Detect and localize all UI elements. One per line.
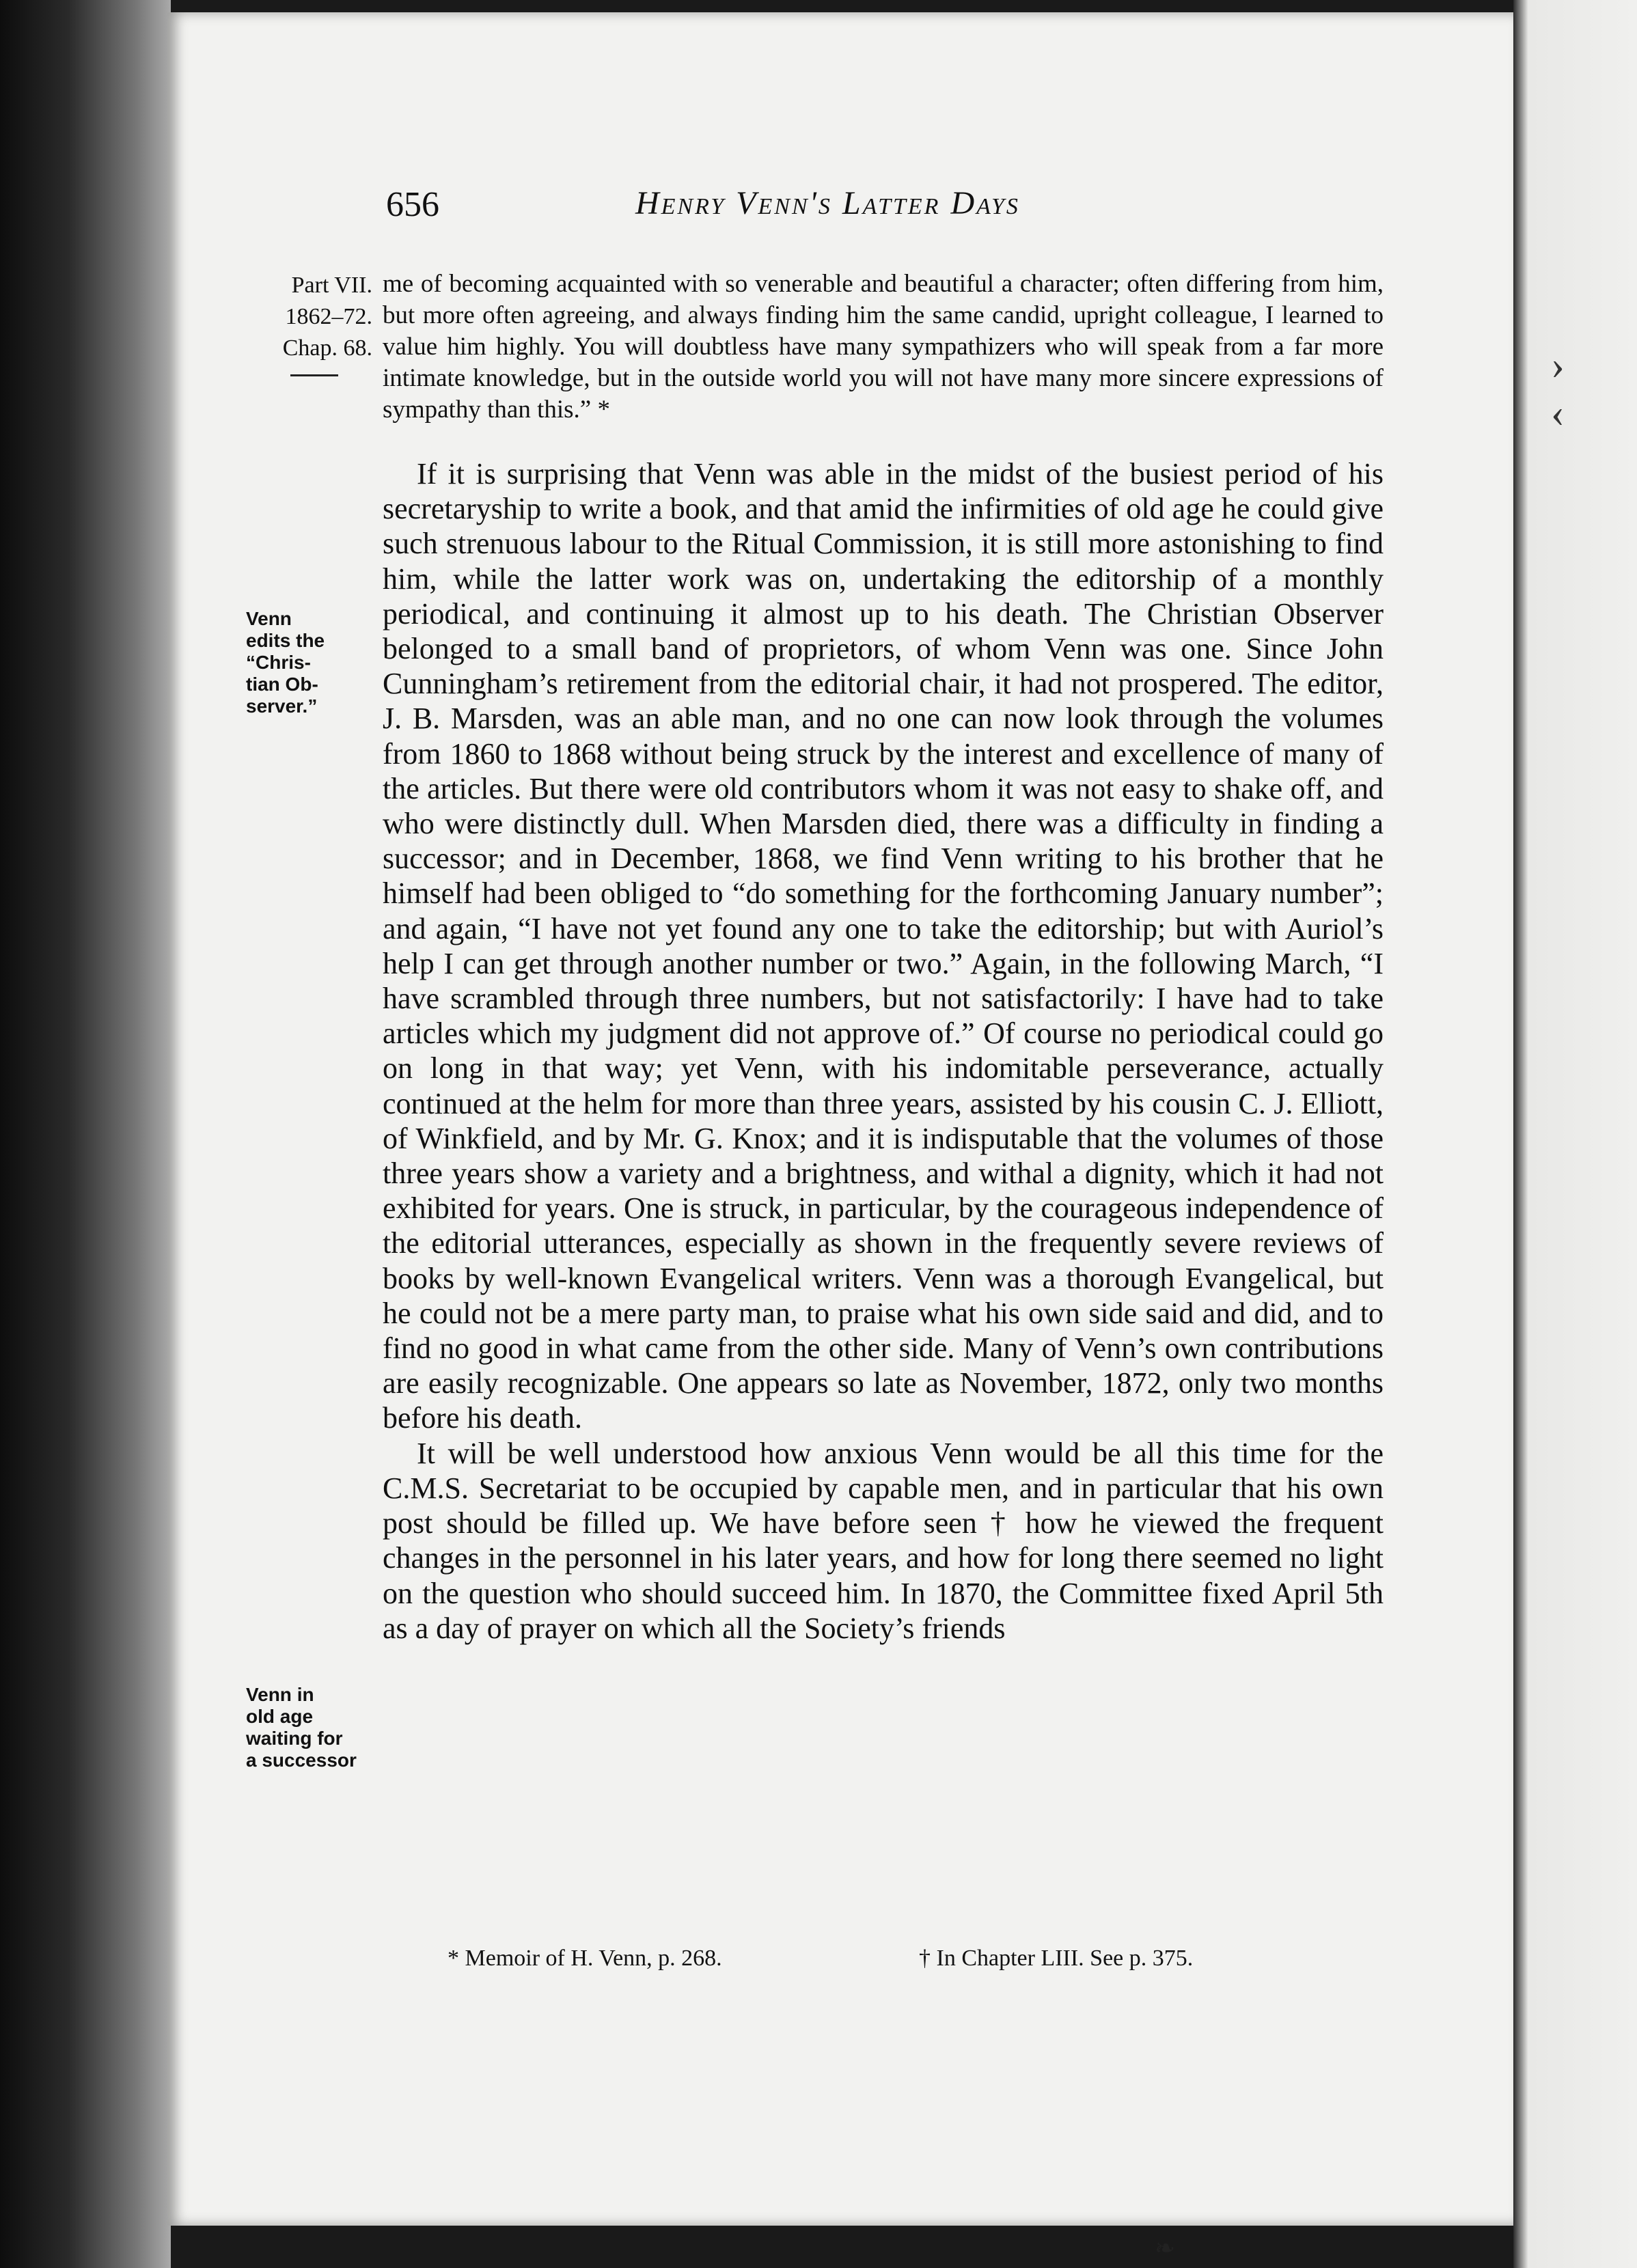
margin-rule <box>290 374 338 376</box>
margin-note-editor <box>246 608 325 717</box>
note-line: a successor <box>246 1750 357 1771</box>
paragraph-christian-observer: If it is surprising that Venn was able in the midst of the busiest period of his secretaryship to write a book, and that amid the infirmities of old age he could give such strenuous labour to the Ritual Commission, it is still more astonishing to find him, while the latter work was on, undertaking the editorship of a monthly periodical, and continuing it almost up to his death. The Christian Observer belonged to a small band of proprietors, of whom Venn was one. Since John Cunningham’s retirement from the editorial chair, it had not prospered. The editor, J. B. Marsden, was an able man, and no one can now look through the volumes from 1860 to 1868 without being struck by the interest and excellence of many of the articles. But there were old contributors whom it was not easy to shake off, and who were distinctly dull. When Marsden died, there was a difficulty in finding a successor; and in December, 1868, we find Venn writing to his brother that he himself had been obliged to “do something for the forthcoming January number”; and again, “I have not yet found any one to take the editorship; but with Auriol’s help I can get through another number or two.” Again, in the following March, “I have scrambled through three numbers, but not satisfactorily: I have had to take articles which my judgment did not approve of.” Of course no periodical could go on long in that way; yet Venn, with his indomitable perseverance, actually continued at the helm for more than three years, assisted by his cousin C. J. Elliott, of Winkfield, and by Mr. G. Knox; and it is indisputable that the volumes of those three years show a variety and a brightness, and withal a dignity, which it had not exhibited for years. One is struck, in particular, by the courageous independence of the editorial utterances, especially as shown in the frequently severe reviews of books by well-known Evangelical writers. Venn was a thorough Evangelical, but he could not be a mere party man, to praise what his own side said and did, and to find no good in what came from the other side. Many of Venn’s own contributions are easily recognizable. One appears so late as November, 1872, only two months before his death. <box>383 457 1384 1435</box>
note-line: old age <box>246 1706 314 1727</box>
note-line: tian Ob- <box>246 674 318 695</box>
note-line: server.” <box>246 695 318 717</box>
margin-part-label <box>246 270 372 364</box>
ink-blot: ❧ <box>1155 2235 1176 2262</box>
quoted-letter-ending <box>383 268 1384 426</box>
years-line: 1862–72. <box>285 304 372 329</box>
book-edge-left <box>0 0 171 2268</box>
part-line: Part VII. <box>291 273 372 298</box>
paragraph-successor: It will be well understood how anxious Venn would be all this time for the C.M.S. Secretariat to be occupied by capable men, and in particular that his own post should be filled up. We have before seen † how he viewed the frequent changes in the personnel in his later years, and how for long there seemed no light on the question who should succeed him. In 1870, the Committee fixed April 5th as a day of prayer on which all the Society’s friends <box>383 1436 1384 1645</box>
margin-note-successor <box>246 1684 357 1771</box>
intro-paragraph: me of becoming acquainted with so venerable and beautiful a character; often differing from him, but more often agreeing, and always finding him the same candid, upright colleague, I learned to value him highly. You will doubtless have many sympathizers who will speak from a far more intimate knowledge, but in the outside world you will not have many more sincere expressions of sympathy than this.” * <box>383 270 1384 424</box>
chapter-line: Chap. 68. <box>282 335 372 361</box>
main-text <box>383 456 1384 1646</box>
note-line: Venn <box>246 608 292 629</box>
margin-mark: › <box>1551 342 1565 387</box>
note-line: Venn in <box>246 1684 314 1705</box>
adjacent-page-edge <box>1513 0 1637 2268</box>
margin-mark: ‹ <box>1551 390 1565 435</box>
note-line: edits the <box>246 630 325 651</box>
footnotes <box>448 1946 1404 1972</box>
footnote-memoir: * Memoir of H. Venn, p. 268. <box>448 1946 722 1971</box>
note-line: “Chris- <box>246 652 311 673</box>
page-number: 656 <box>386 185 439 224</box>
running-title: Henry Venn's Latter Days <box>635 185 1020 221</box>
footnote-chapter: † In Chapter LIII. See p. 375. <box>919 1946 1194 1971</box>
note-line: waiting for <box>246 1728 343 1749</box>
